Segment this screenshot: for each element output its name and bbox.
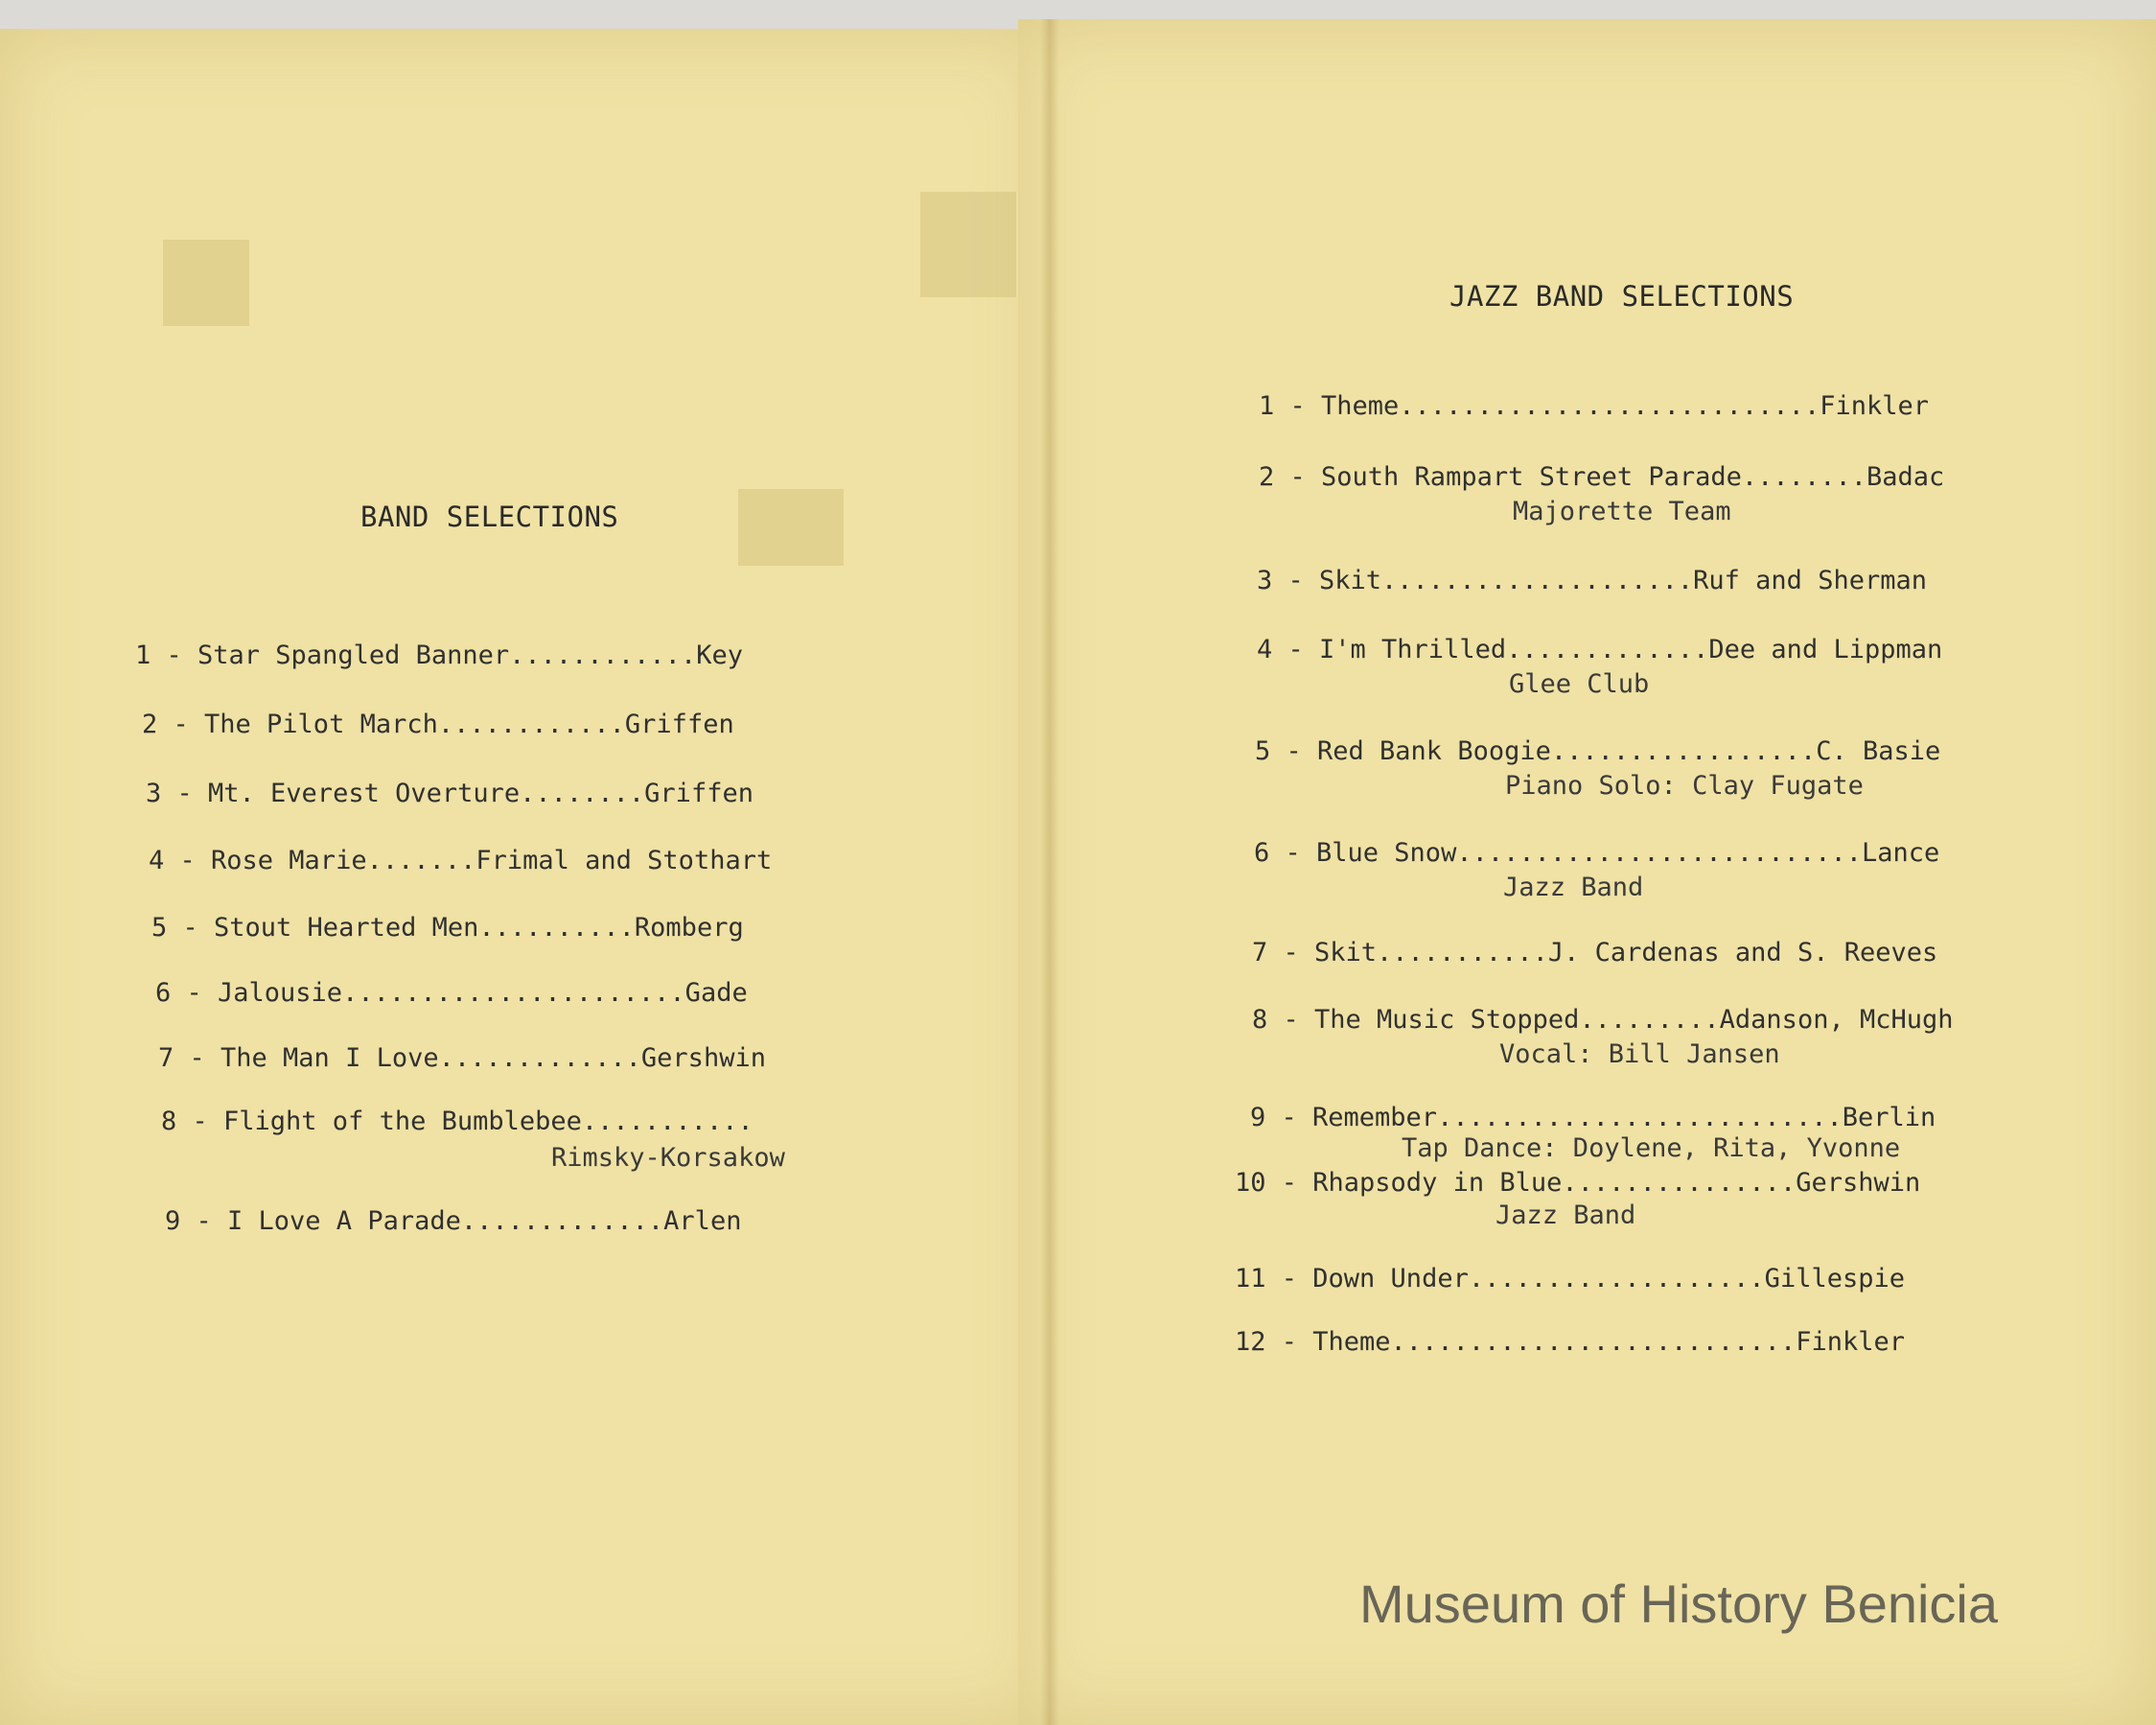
jazz-item-9: 9 - Remember..........................Berlin <box>1250 1103 1936 1132</box>
jazz-item-11: 11 - Down Under...................Gillespie <box>1235 1264 1905 1294</box>
jazz-item-9-performer: Tap Dance: Doylene, Rita, Yvonne <box>1402 1133 1901 1163</box>
band-item-6: 6 - Jalousie......................Gade <box>155 978 748 1008</box>
jazz-item-10: 10 - Rhapsody in Blue...............Gershwin <box>1235 1168 1921 1198</box>
band-item-1: 1 - Star Spangled Banner............Key <box>135 641 743 670</box>
jazz-item-6: 6 - Blue Snow..........................Lance <box>1254 838 1940 868</box>
jazz-item-4-performer: Glee Club <box>1509 669 1650 699</box>
jazz-item-4: 4 - I'm Thrilled.............Dee and Lippman <box>1257 635 1943 664</box>
jazz-item-3: 3 - Skit....................Ruf and Sherman <box>1257 566 1927 595</box>
jazz-item-8: 8 - The Music Stopped.........Adanson, McHugh <box>1252 1005 1954 1035</box>
jazz-item-7: 7 - Skit...........J. Cardenas and S. Reeves <box>1252 938 1938 967</box>
jazz-item-12: 12 - Theme..........................Finkler <box>1235 1327 1905 1357</box>
band-item-2: 2 - The Pilot March............Griffen <box>142 710 734 739</box>
band-item-3: 3 - Mt. Everest Overture........Griffen <box>146 779 753 808</box>
jazz-item-2-performer: Majorette Team <box>1513 497 1731 526</box>
jazz-item-1: 1 - Theme...........................Finkler <box>1259 391 1929 421</box>
band-item-7: 7 - The Man I Love.............Gershwin <box>158 1043 766 1073</box>
museum-watermark: Museum of History Benicia <box>1359 1573 1999 1634</box>
jazz-item-2: 2 - South Rampart Street Parade........Badac <box>1259 462 1945 492</box>
band-selections-heading: BAND SELECTIONS <box>360 501 619 533</box>
show-through-mark <box>163 240 249 326</box>
show-through-mark <box>738 489 844 566</box>
band-item-8: 8 - Flight of the Bumblebee........... <box>161 1107 753 1136</box>
jazz-item-5: 5 - Red Bank Boogie.................C. Basie <box>1255 736 1941 766</box>
jazz-band-selections-heading: JAZZ BAND SELECTIONS <box>1449 280 1795 313</box>
page-fold <box>1040 19 1059 1725</box>
band-item-9: 9 - I Love A Parade.............Arlen <box>165 1206 742 1236</box>
jazz-item-6-performer: Jazz Band <box>1503 873 1644 902</box>
jazz-item-8-performer: Vocal: Bill Jansen <box>1499 1039 1780 1069</box>
left-page <box>0 29 1050 1725</box>
band-item-8-composer: Rimsky-Korsakow <box>551 1143 785 1173</box>
show-through-mark <box>920 192 1016 297</box>
jazz-item-5-performer: Piano Solo: Clay Fugate <box>1505 771 1864 801</box>
jazz-item-10-performer: Jazz Band <box>1495 1201 1636 1230</box>
band-item-5: 5 - Stout Hearted Men..........Romberg <box>151 913 744 943</box>
band-item-4: 4 - Rose Marie.......Frimal and Stothart <box>149 846 773 875</box>
